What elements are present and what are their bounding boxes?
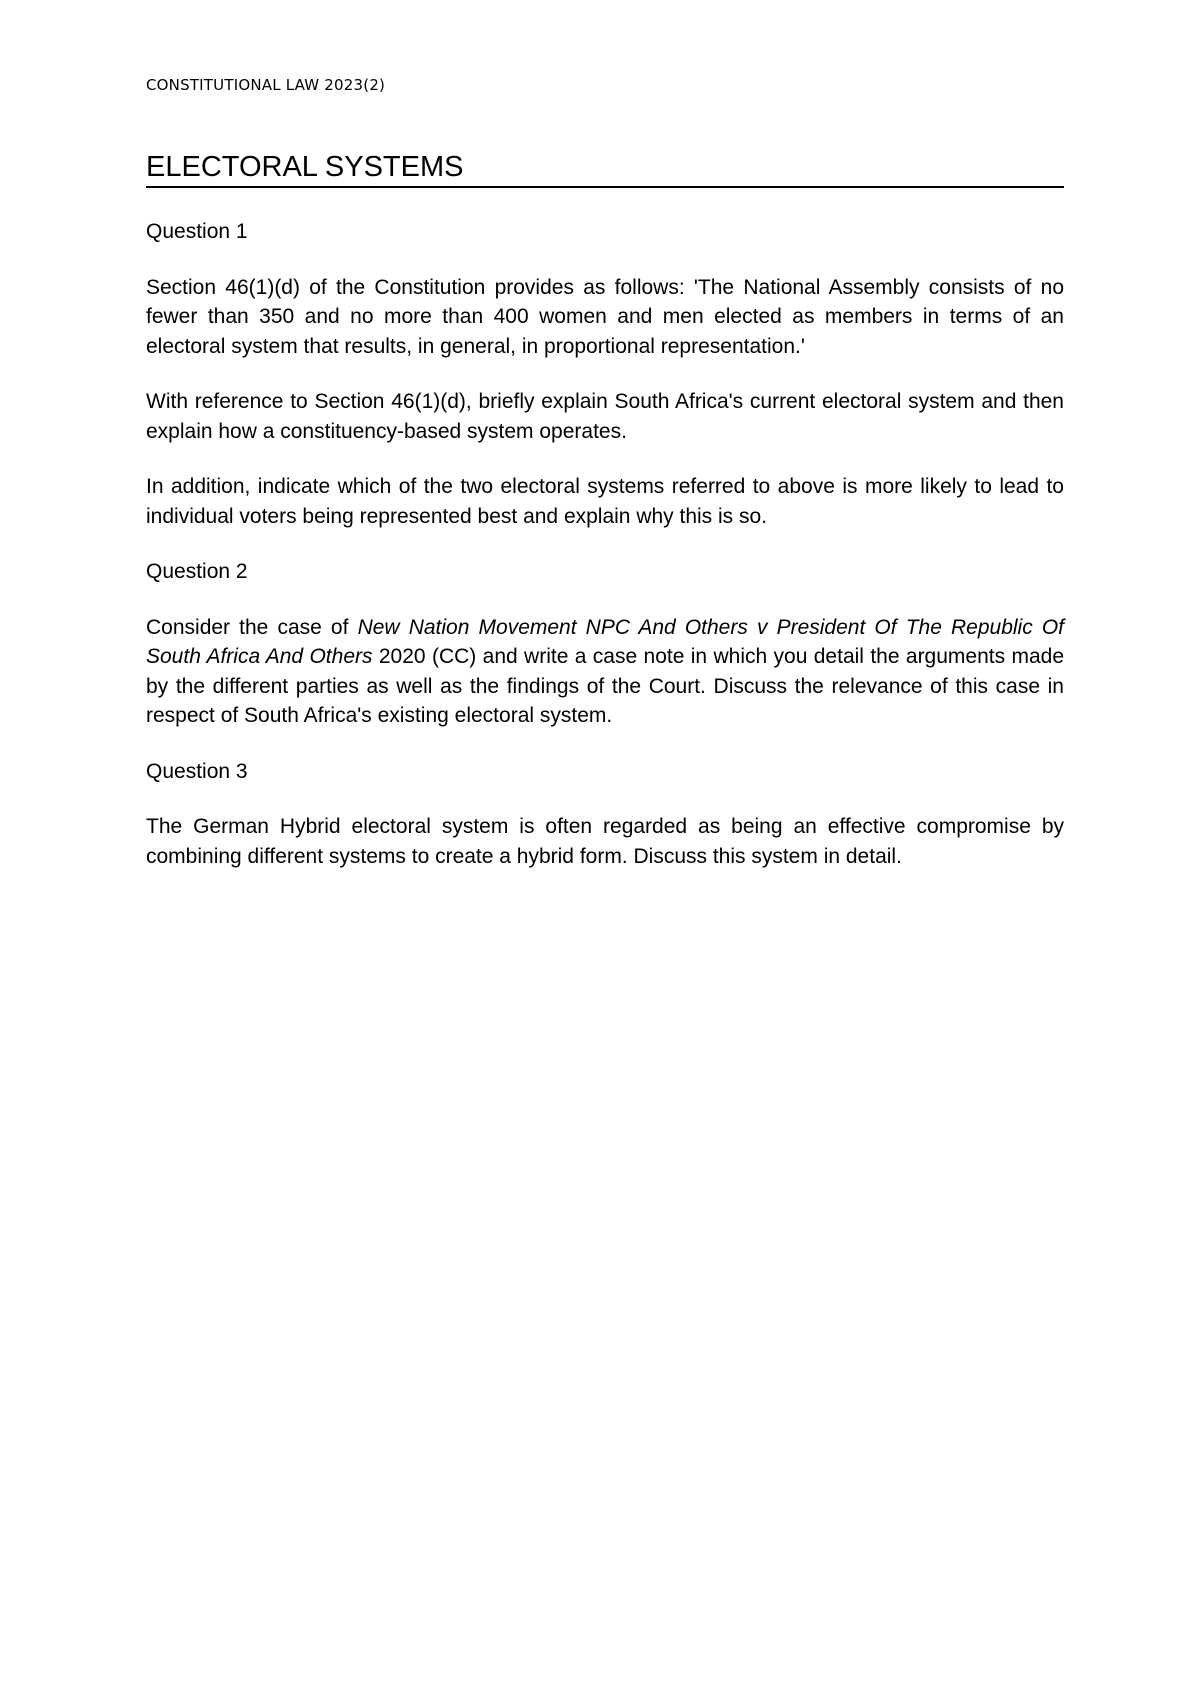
question-2-paragraph [146, 613, 1064, 731]
question-1-heading: Question 1 [146, 220, 248, 243]
question-3-paragraph: The German Hybrid electoral system is often regarded as being an effective compromise by combining different systems to create a hybrid form. Discuss this system in detail. [146, 815, 1064, 868]
question-3-heading: Question 3 [146, 759, 248, 783]
case-name: New Nation Movement NPC And Others v President Of The Republic Of South Africa And Others [146, 615, 1064, 668]
question-1 [146, 217, 1064, 531]
question-1-paragraph-1: Section 46(1)(d) of the Constitution provides as follows: 'The National Assembly consists of no fewer than 350 and no more than 400 women and men elected as members in terms of an electoral system that results, in general, in proportional representation.' [146, 275, 1064, 358]
question-3 [146, 757, 1064, 872]
document-body [146, 217, 1064, 897]
document-title: ELECTORAL SYSTEMS [146, 150, 1064, 188]
running-header: CONSTITUTIONAL LAW 2023(2) [146, 76, 386, 94]
question-1-paragraph-3: In addition, indicate which of the two electoral systems referred to above is more likely to lead to individual voters being represented best and explain why this is so. [146, 475, 1064, 528]
question-2-rest: 2020 (CC) and write a case note in which you detail the arguments made by the different parties as well as the findings of the Court. Discuss the relevance of this case in respect of South Africa's existing electoral system. [146, 645, 1065, 727]
question-2-heading: Question 2 [146, 560, 248, 583]
question-2 [146, 557, 1064, 731]
question-1-paragraph-2: With reference to Section 46(1)(d), briefly explain South Africa's current electoral system and then explain how a constituency-based system operates. [146, 390, 1064, 443]
question-2-intro: Consider the case of [146, 615, 358, 639]
